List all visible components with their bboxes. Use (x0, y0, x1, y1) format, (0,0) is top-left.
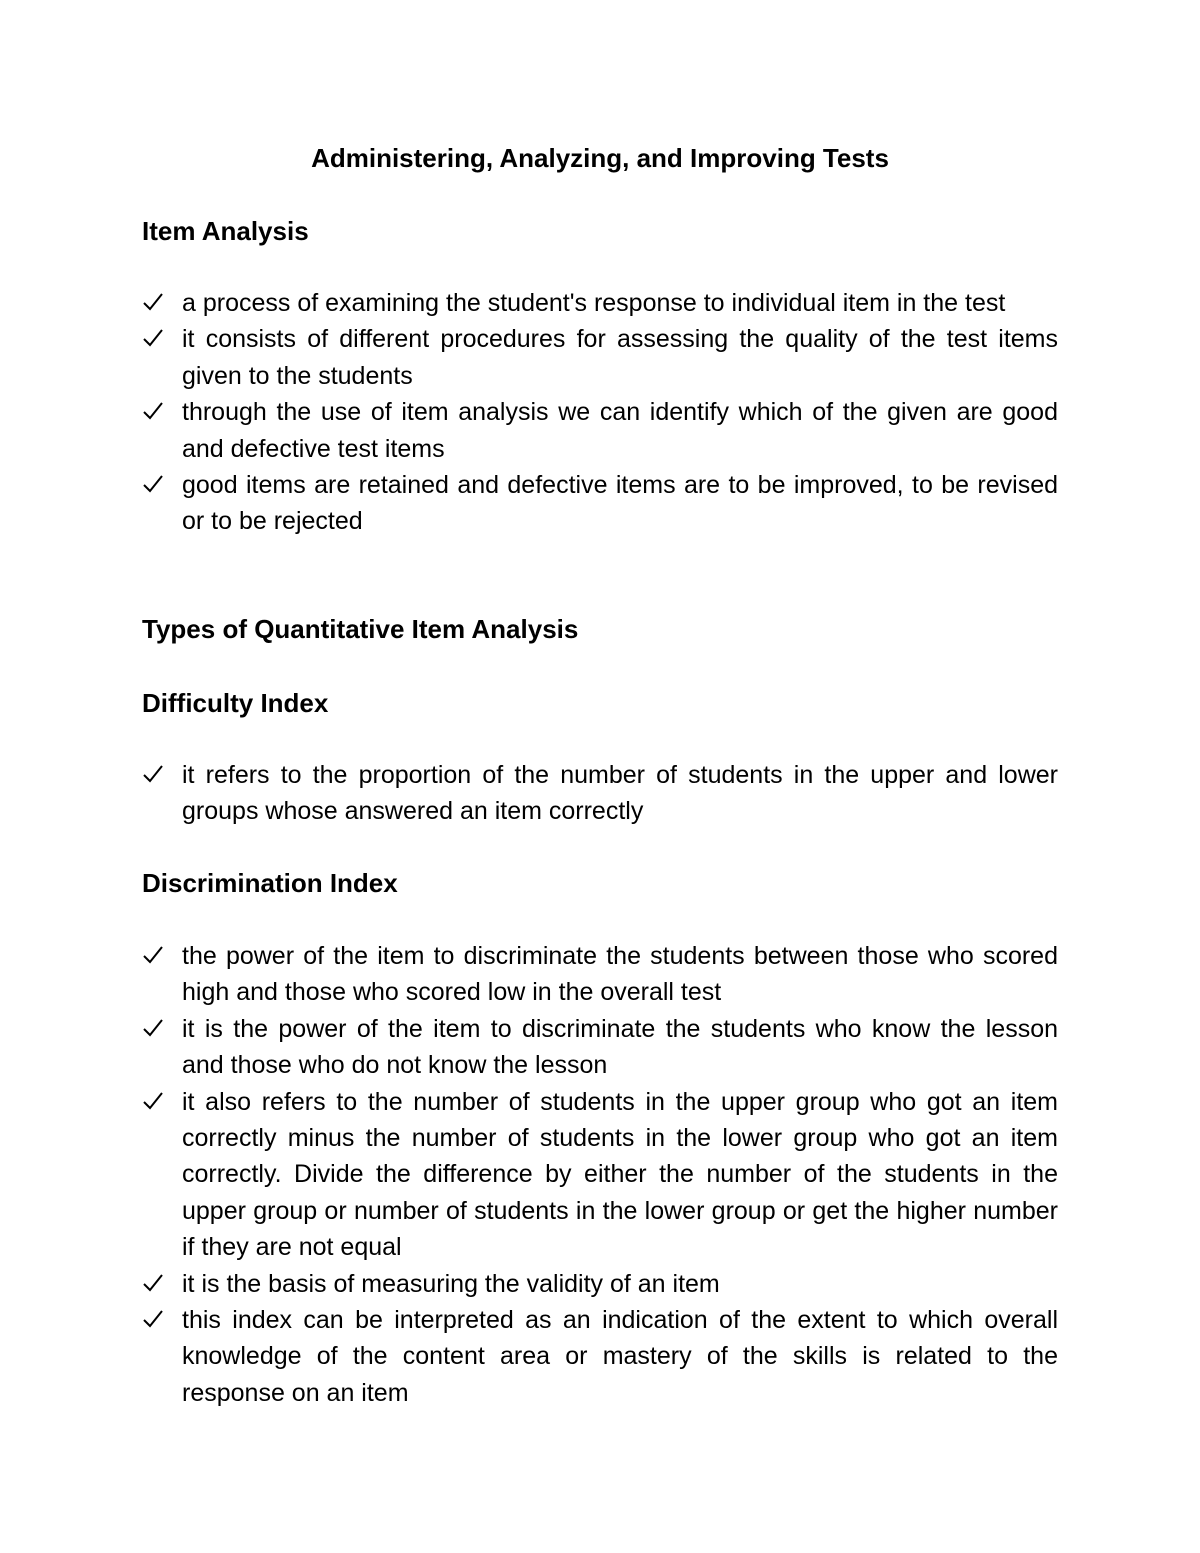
bullet-text: it also refers to the number of students in the upper group who got an item correctly minus the number of students in the lower group who got an item correctly. Divide the difference by either the number of the students in the upper group or number of students in the lower group or get the higher number if they are not equal (182, 1087, 1058, 1262)
difficulty-index-list (142, 757, 1058, 830)
list-item (142, 1302, 1058, 1411)
check-icon (142, 394, 166, 430)
check-icon (142, 938, 166, 974)
bullet-text: through the use of item analysis we can identify which of the given are good and defective test items (182, 398, 1058, 463)
bullet-text: a process of examining the student's response to individual item in the test (182, 289, 1006, 317)
heading-types-of-quantitative-item-analysis: Types of Quantitative Item Analysis (142, 614, 579, 644)
bullet-text: it is the basis of measuring the validity of an item (182, 1269, 720, 1298)
check-icon (142, 1266, 166, 1302)
bullet-text: it refers to the proportion of the number of students in the upper and lower groups whose answered an item correctly (182, 761, 1058, 826)
check-icon (142, 1011, 166, 1047)
list-item (142, 321, 1058, 394)
list-item (142, 1011, 1058, 1084)
heading-item-analysis: Item Analysis (142, 216, 309, 246)
bullet-text: this index can be interpreted as an indication of the extent to which overall knowledge of the content area or mastery of the skills is related to the response on an item (182, 1306, 1058, 1407)
list-item (142, 467, 1058, 540)
list-item (142, 757, 1058, 830)
list-item (142, 394, 1058, 467)
check-icon (142, 467, 166, 503)
bullet-text: it consists of different procedures for assessing the quality of the test items given to the students (182, 325, 1058, 390)
list-item (142, 938, 1058, 1011)
heading-discrimination-index: Discrimination Index (142, 868, 398, 898)
bullet-text: it is the power of the item to discriminate the students who know the lesson and those who do not know the lesson (182, 1014, 1058, 1080)
bullet-text: good items are retained and defective items are to be improved, to be revised or to be rejected (182, 471, 1058, 536)
list-item (142, 1266, 1058, 1302)
list-item (142, 285, 1058, 321)
check-icon (142, 1302, 166, 1338)
bullet-text: the power of the item to discriminate the students between those who scored high and those who scored low in the overall test (182, 942, 1058, 1007)
list-item (142, 1084, 1058, 1266)
heading-difficulty-index: Difficulty Index (142, 688, 329, 718)
check-icon (142, 321, 166, 357)
check-icon (142, 1084, 166, 1120)
discrimination-index-list (142, 938, 1058, 1411)
check-icon (142, 285, 166, 321)
item-analysis-list (142, 285, 1058, 540)
check-icon (142, 757, 166, 793)
document-title: Administering, Analyzing, and Improving Tests (311, 143, 889, 173)
